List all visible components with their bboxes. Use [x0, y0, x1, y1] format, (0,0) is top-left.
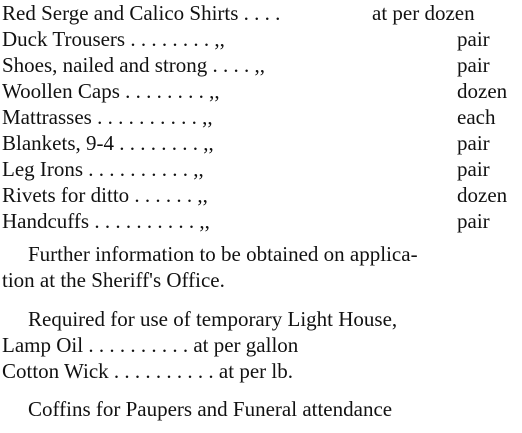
price-row-unit: each	[457, 105, 496, 129]
price-row-caps	[2, 78, 520, 104]
price-row-item: Blankets, 9-4 . . . . . . . . ,,	[2, 131, 214, 155]
price-row-blankets	[2, 130, 520, 156]
price-row-unit: pair	[457, 53, 490, 77]
price-row-item: Woollen Caps . . . . . . . . ,,	[2, 79, 220, 103]
price-row-item: Red Serge and Calico Shirts . . . .	[2, 1, 281, 25]
price-row-item: Handcuffs . . . . . . . . . . ,,	[2, 209, 210, 233]
price-row-unit: dozen	[457, 79, 508, 103]
lighthouse-item-lamp-oil: Lamp Oil . . . . . . . . . . at per gallon	[2, 333, 299, 357]
price-row-shirts	[2, 0, 520, 26]
price-row-shoes	[2, 52, 520, 78]
coffins-line: Coffins for Paupers and Funeral attendance	[28, 397, 393, 421]
price-row-unit: pair	[457, 157, 490, 181]
price-row-mattrasses	[2, 104, 520, 130]
lighthouse-item-cotton-wick: Cotton Wick . . . . . . . . . . at per lb.	[2, 359, 293, 383]
price-row-unit: pair	[457, 131, 490, 155]
further-info-line-1: Further information to be obtained on applica-	[28, 242, 418, 266]
price-row-rivets	[2, 182, 520, 208]
price-row-unit: pair	[457, 209, 490, 233]
price-row-trousers	[2, 26, 520, 52]
further-info-line-2: tion at the Sheriff's Office.	[2, 268, 225, 292]
lighthouse-heading: Required for use of temporary Light House,	[28, 307, 398, 331]
price-row-handcuffs	[2, 208, 520, 234]
price-row-unit: pair	[457, 27, 490, 51]
price-row-item: Rivets for ditto . . . . . . ,,	[2, 183, 208, 207]
price-row-item: Mattrasses . . . . . . . . . . ,,	[2, 105, 213, 129]
price-row-unit: at per dozen	[372, 1, 475, 25]
price-row-item: Duck Trousers . . . . . . . . ,,	[2, 27, 225, 51]
price-row-item: Shoes, nailed and strong . . . . ,,	[2, 53, 266, 77]
price-row-item: Leg Irons . . . . . . . . . . ,,	[2, 157, 204, 181]
price-row-leg-irons	[2, 156, 520, 182]
price-row-unit: dozen	[457, 183, 508, 207]
